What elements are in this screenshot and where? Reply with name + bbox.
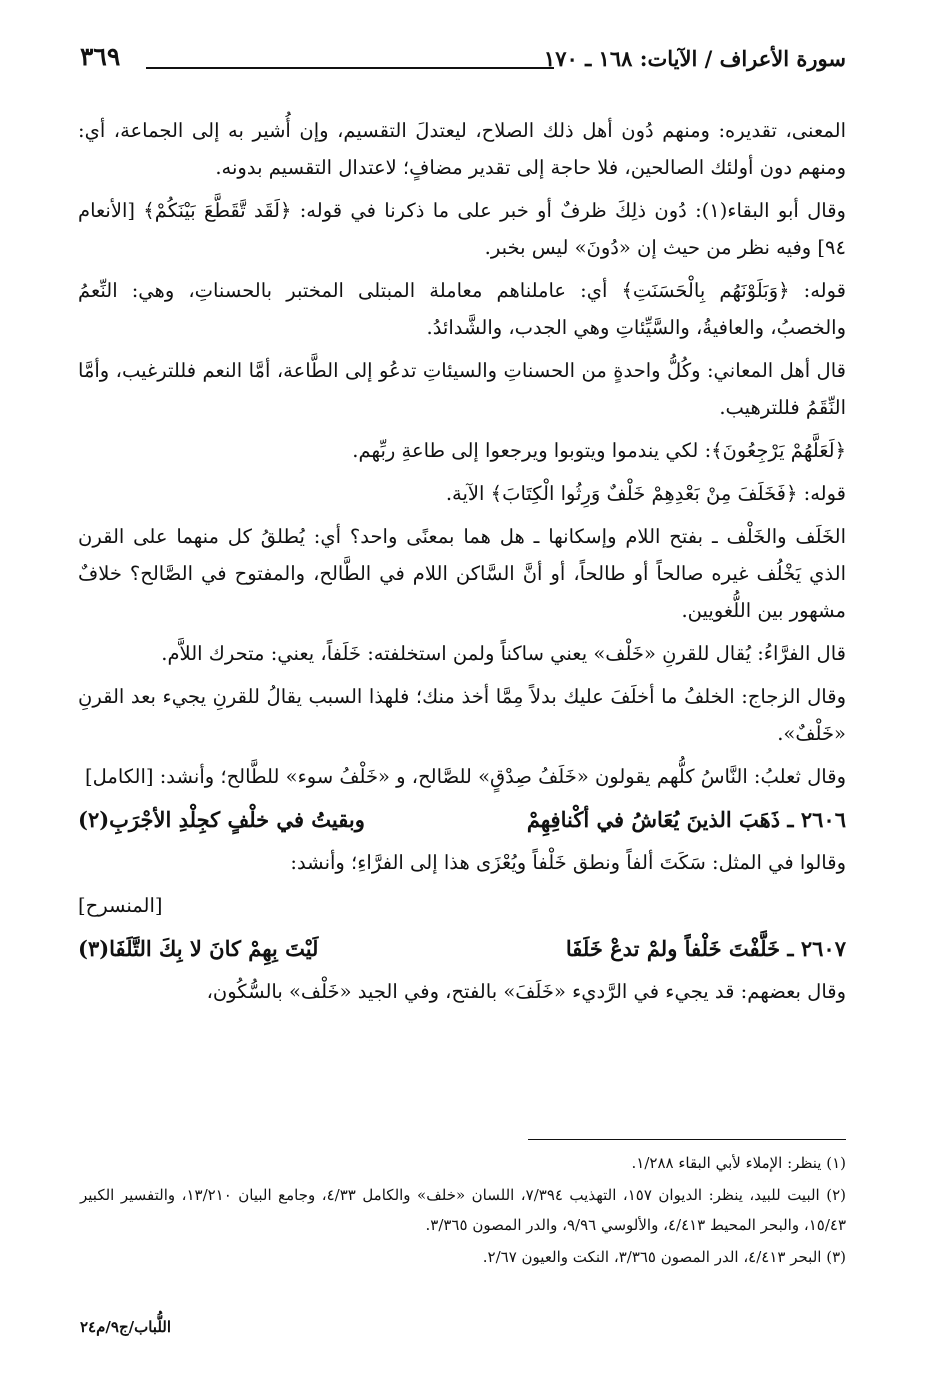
paragraph: قال الفرَّاءُ: يُقال للقرنِ «خَلْف» يعني ساكناً ولمن استخلفته: خَلَفاً، يعني: متحرك اللاَّم. (161, 642, 846, 665)
paragraph: قوله: ﴿وَبَلَوْنَهُم بِالْحَسَنَتِ﴾ أي: عاملناهم معاملة المبتلى المختبر بالحسناتِ، وهي: النِّعمُ والخصبُ، والعافيةُ، والسَّيِّئاتِ وهي الجدب، والشَّدائدُ. (78, 279, 846, 339)
meter-label: [المنسرح] (78, 894, 163, 917)
poetry-verse-2607 (78, 930, 846, 967)
footnote: (٢) البيت للبيد، ينظر: الديوان ١٥٧، التهذيب ٧/٣٩٤، اللسان «خلف» والكامل ٤/٣٣، وجامع البيان ١٣/٢١٠، والتفسير الكبير ١٥/٤٣، والبحر المحيط ٤/٤١٣، والألوسي ٩/٩٦، والدر المصون ٣/٣٦٥. (80, 1186, 846, 1234)
paragraph: وقالوا في المثل: سَكَتَ ألفاً ونطق خَلْفاً ويُعْزَى هذا إلى الفرَّاءِ؛ وأنشد: (290, 851, 846, 874)
footnote: (٣) البحر ٤/٤١٣، الدر المصون ٣/٣٦٥، النكت والعيون ٢/٦٧. (482, 1248, 846, 1266)
page-header (80, 42, 846, 80)
printer-signature: اللُّباب/ج٩/م٢٤ (80, 1318, 172, 1336)
paragraph: وقال ثعلبُ: النَّاسُ كلُّهم يقولون «خَلَفُ صِدْقٍ» للصَّالح، و «خَلْفُ سوء» للطَّالح؛ وأنشد: [الكامل] (85, 765, 846, 788)
poetry-verse-2606 (78, 801, 846, 838)
footnote-separator (528, 1139, 846, 1140)
paragraph: وقال أبو البقاء(١): دُون ذلِكَ ظرفٌ أو خبر على ما ذكرنا في قوله: ﴿لَقَد تَّقَطَّعَ بَيْنَكُمْ﴾ [الأنعام ٩٤] وفيه نظر من حيث إن «دُونَ» ليس بخبر. (78, 199, 846, 259)
footnotes (80, 1148, 846, 1274)
paragraph: قوله: ﴿فَخَلَفَ مِنْ بَعْدِهِمْ خَلْفٌ وَرِثُوا الْكِتَابَ﴾ الآية. (445, 482, 846, 505)
paragraph: وقال بعضهم: قد يجيء في الرَّديء «خَلَفَ» بالفتح، وفي الجيد «خَلْف» بالسُّكُون، (206, 980, 846, 1003)
verse-first-half: ٢٦٠٦ ـ ذَهَبَ الذينَ يُعَاشُ في أكْنافِهِمْ (526, 807, 846, 832)
chapter-title: سورة الأعراف / الآيات: ١٦٨ ـ ١٧٠ (543, 46, 846, 71)
verse-first-half: ٢٦٠٧ ـ خَلَّفْتَ خَلْفاً ولمْ تدعْ خَلَفَا (565, 936, 846, 961)
paragraph: المعنى، تقديره: ومنهم دُون أهل ذلك الصلاح، ليعتدلَ التقسيم، وإن أُشير به إلى الجماعة، أي: ومنهم دون أولئك الصالحين، فلا حاجة إلى تقدير مضافٍ؛ لاعتدال التقسيم بدونه. (78, 119, 846, 179)
paragraph: ﴿لَعَلَّهُمْ يَرْجِعُونَ﴾: لكي يندموا ويتوبوا ويرجعوا إلى طاعةِ ربِّهم. (352, 439, 846, 462)
main-text (78, 112, 846, 1016)
paragraph: قال أهل المعاني: وكُلُّ واحدةٍ من الحسناتِ والسيئاتِ تدعُو إلى الطَّاعة، أمَّا النعم فللترغيب، وأمَّا النِّقَمُ فللترهيب. (78, 359, 846, 419)
footnote: (١) ينظر: الإملاء لأبي البقاء ١/٢٨٨. (631, 1154, 846, 1172)
paragraph: الخَلَف والخَلْف ـ بفتح اللام وإسكانها ـ هل هما بمعنًى واحد؟ أي: يُطلقُ كل منهما على القرن الذي يَخْلُف غيره صالحاً أو طالحاً، أو أنَّ السَّاكن اللام في الطَّالح، والمفتوح في الصَّالح؟ خلافٌ مشهور بين اللُّغويين. (78, 525, 846, 622)
paragraph: وقال الزجاج: الخلفُ ما أخلَفَ عليك بدلاً مِمَّا أخذ منك؛ فلهذا السبب يقالُ للقرنِ يجيء بعد القرنِ «خَلْفٌ». (78, 685, 846, 745)
header-rule (146, 67, 554, 69)
verse-second-half: وبقيتُ في خلْفٍ كجِلْدِ الأجْرَبِ(٢) (78, 807, 365, 832)
page-number: ٣٦٩ (80, 42, 121, 71)
verse-second-half: لَيْتَ بِهِمْ كانَ لا بِكَ التَّلَفَا(٣) (78, 936, 319, 961)
